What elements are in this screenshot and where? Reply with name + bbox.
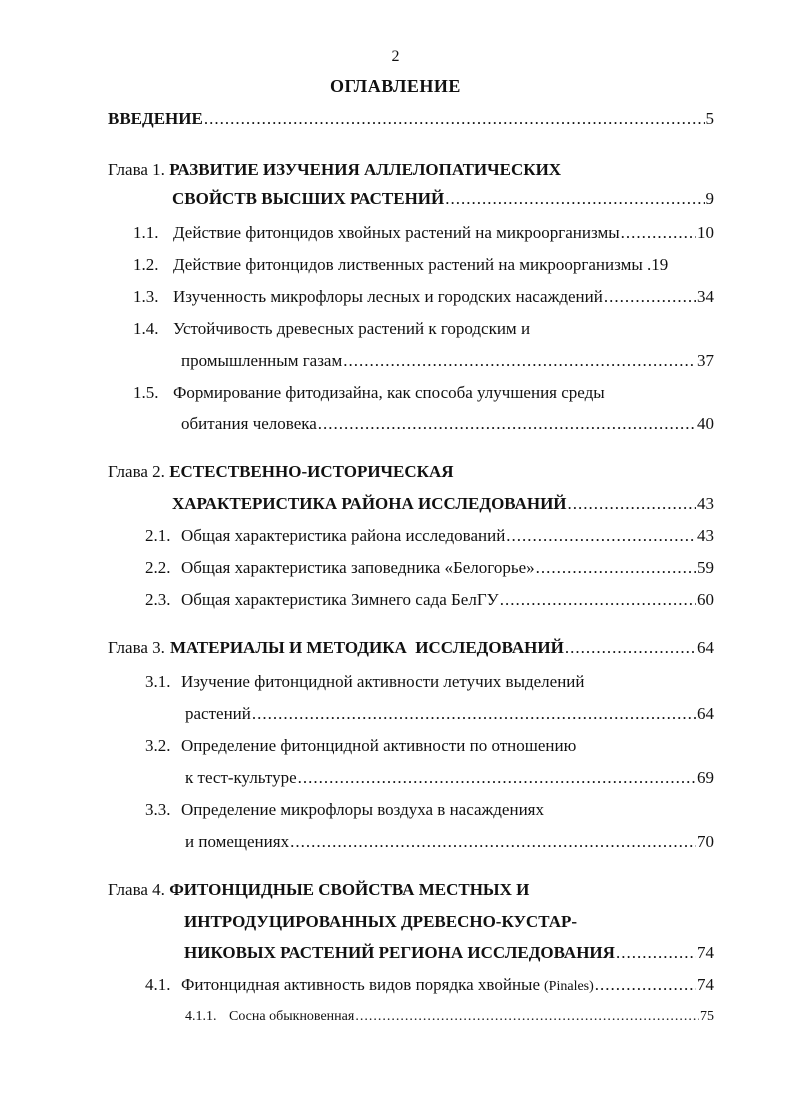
section-page: 43 <box>697 526 714 545</box>
chapter2-heading[interactable] <box>108 460 454 484</box>
toc-entry-4-1-1[interactable] <box>185 1005 714 1029</box>
toc-entry-1-3[interactable] <box>133 285 714 309</box>
toc-entry-1-5-line1[interactable] <box>133 381 605 405</box>
toc-entry-1-4-line1[interactable] <box>133 317 530 341</box>
section-page: 10 <box>697 223 714 242</box>
section-page: 60 <box>697 590 714 609</box>
toc-entry-4-1[interactable] <box>145 973 714 997</box>
intro-page: 5 <box>705 109 714 128</box>
toc-entry-2-2[interactable] <box>145 556 714 580</box>
chapter2-title-line2-entry[interactable] <box>172 492 714 516</box>
chapter1-heading[interactable] <box>108 158 561 182</box>
chapter1-page: 9 <box>705 189 714 208</box>
section-title: Формирование фитодизайна, как способа улучшения среды <box>173 383 605 402</box>
chapter1-title-line2: СВОЙСТВ ВЫСШИХ РАСТЕНИЙ <box>172 189 445 208</box>
subsection-number: 4.1.1. <box>185 1009 217 1024</box>
chapter1-title-line1: РАЗВИТИЕ ИЗУЧЕНИЯ АЛЛЕЛОПАТИЧЕСКИХ <box>169 160 562 179</box>
leader-dots <box>318 412 696 436</box>
toc-entry-3-3-line2[interactable] <box>185 830 714 854</box>
leader-dots <box>343 349 696 373</box>
chapter1-title-line2-entry[interactable] <box>172 187 714 211</box>
section-page: 19 <box>651 255 669 274</box>
section-number: 1.5. <box>133 383 159 402</box>
leader-dots: . <box>642 255 652 274</box>
leader-dots <box>252 702 696 726</box>
section-title-cont: промышленным газам <box>181 351 343 370</box>
toc-entry-2-3[interactable] <box>145 588 714 612</box>
section-title: Общая характеристика Зимнего сада БелГУ <box>181 590 499 609</box>
toc-entry-3-2-line1[interactable] <box>145 734 576 758</box>
chapter3-page: 64 <box>697 638 714 657</box>
leader-dots <box>536 556 696 580</box>
section-page: 40 <box>697 414 714 433</box>
leader-dots <box>298 766 696 790</box>
section-title: Изучение фитонцидной активности летучих выделений <box>181 672 585 691</box>
section-title: Определение фитонцидной активности по отношению <box>181 736 577 755</box>
leader-dots <box>355 1005 699 1029</box>
toc-entry-1-2[interactable] <box>133 253 714 277</box>
section-title: Действие фитонцидов лиственных растений на микроорганизмы <box>173 255 643 274</box>
chapter4-page: 74 <box>697 943 714 962</box>
section-title: Общая характеристика района исследований <box>181 526 506 545</box>
section-title: Действие фитонцидов хвойных растений на микроорганизмы <box>173 223 620 242</box>
section-title-cont: и помещениях <box>185 832 290 851</box>
chapter4-heading[interactable] <box>108 878 529 902</box>
section-number: 4.1. <box>145 975 171 994</box>
toc-entry-3-1-line1[interactable] <box>145 670 585 694</box>
chapter3-heading[interactable] <box>108 636 714 660</box>
section-number: 1.1. <box>133 223 159 242</box>
section-page: 74 <box>697 975 714 994</box>
section-number: 2.3. <box>145 590 171 609</box>
section-title: Определение микрофлоры воздуха в насаждениях <box>181 800 544 819</box>
section-page: 69 <box>697 768 714 787</box>
chapter2-title-line1: ЕСТЕСТВЕННО-ИСТОРИЧЕСКАЯ <box>169 462 454 481</box>
chapter4-title-line3-entry[interactable] <box>184 941 714 965</box>
section-title: Изученность микрофлоры лесных и городских насаждений <box>173 287 603 306</box>
leader-dots <box>500 588 696 612</box>
subsection-title: Сосна обыкновенная <box>229 1009 355 1024</box>
section-page: 34 <box>697 287 714 306</box>
toc-entry-1-5-line2[interactable] <box>181 412 714 436</box>
toc-entry-intro[interactable] <box>108 107 714 131</box>
section-number: 1.3. <box>133 287 159 306</box>
leader-dots <box>621 221 696 245</box>
section-latin: (Pinales) <box>544 979 594 994</box>
leader-dots <box>595 973 696 997</box>
section-number: 1.2. <box>133 255 159 274</box>
section-title-cont: к тест-культуре <box>185 768 297 787</box>
leader-dots <box>445 187 704 211</box>
section-page: 64 <box>697 704 714 723</box>
chapter2-title-line2: ХАРАКТЕРИСТИКА РАЙОНА ИССЛЕДОВАНИЙ <box>172 494 567 513</box>
section-title: Фитонцидная активность видов порядка хвойные <box>181 975 541 994</box>
chapter4-prefix: Глава 4. <box>108 880 165 899</box>
chapter1-prefix: Глава 1. <box>108 160 165 179</box>
section-title-cont: растений <box>185 704 251 723</box>
chapter2-page: 43 <box>697 494 714 513</box>
chapter4-title-line1: ФИТОНЦИДНЫЕ СВОЙСТВА МЕСТНЫХ И <box>169 880 530 899</box>
chapter3-title: МАТЕРИАЛЫ И МЕТОДИКА ИССЛЕДОВАНИЙ <box>169 638 564 657</box>
chapter4-title-line2: ИНТРОДУЦИРОВАННЫХ ДРЕВЕСНО-КУСТАР- <box>184 912 578 931</box>
page-title: ОГЛАВЛЕНИЕ <box>330 76 461 96</box>
section-page: 70 <box>697 832 714 851</box>
section-page: 37 <box>697 351 714 370</box>
leader-dots <box>616 941 696 965</box>
intro-label: ВВЕДЕНИЕ <box>108 109 203 128</box>
toc-entry-1-4-line2[interactable] <box>181 349 714 373</box>
section-number: 1.4. <box>133 319 159 338</box>
section-number: 3.1. <box>145 672 171 691</box>
section-number: 2.2. <box>145 558 171 577</box>
toc-entry-1-1[interactable] <box>133 221 714 245</box>
section-title: Устойчивость древесных растений к городским и <box>173 319 531 338</box>
chapter3-prefix: Глава 3. <box>108 638 165 657</box>
page-number: 2 <box>391 48 400 65</box>
leader-dots <box>290 830 696 854</box>
leader-dots <box>568 492 696 516</box>
toc-entry-3-1-line2[interactable] <box>185 702 714 726</box>
subsection-page: 75 <box>700 1009 714 1024</box>
chapter2-prefix: Глава 2. <box>108 462 165 481</box>
section-number: 3.2. <box>145 736 171 755</box>
section-page: 59 <box>697 558 714 577</box>
toc-entry-3-3-line1[interactable] <box>145 798 544 822</box>
section-number: 2.1. <box>145 526 171 545</box>
leader-dots <box>565 636 696 660</box>
leader-dots <box>506 524 696 548</box>
toc-entry-2-1[interactable] <box>145 524 714 548</box>
leader-dots <box>604 285 696 309</box>
chapter4-title-line3: НИКОВЫХ РАСТЕНИЙ РЕГИОНА ИССЛЕДОВАНИЯ <box>184 943 615 962</box>
toc-entry-3-2-line2[interactable] <box>185 766 714 790</box>
section-title-cont: обитания человека <box>181 414 317 433</box>
leader-dots <box>204 107 705 131</box>
section-number: 3.3. <box>145 800 171 819</box>
section-title: Общая характеристика заповедника «Белогорье» <box>181 558 535 577</box>
